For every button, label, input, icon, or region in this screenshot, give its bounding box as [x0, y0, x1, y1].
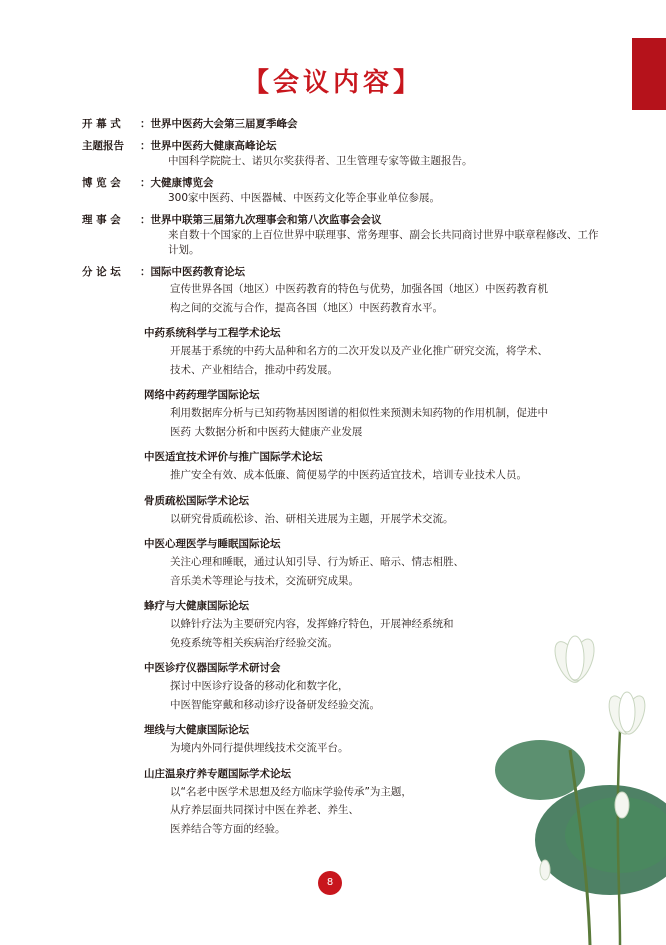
info-separator: ：: [140, 214, 151, 226]
forum-desc-line: 构之间的交流与合作，提高各国（地区）中医药教育水平。: [170, 301, 443, 314]
forum-desc-line: 中医智能穿戴和移动诊疗设备研发经验交流。: [170, 698, 380, 711]
forum-title: 国际中医药教育论坛: [150, 266, 245, 278]
page-title: 【会议内容】: [242, 68, 423, 98]
info-label: 主题报告: [82, 140, 124, 152]
lotus-bud-2: [540, 860, 550, 880]
lotus-bud: [615, 792, 629, 818]
forum-item: [144, 536, 602, 590]
info-value: 大健康博览会: [150, 177, 214, 189]
info-desc: 来自数十个国家的上百位世界中联理事、常务理事、副会长共同商讨世界中联章程修改、工作计划。: [168, 229, 599, 256]
forum-title: 蜂疗与大健康国际论坛: [144, 600, 249, 612]
forum-desc-line: 免疫系统等相关疾病治疗经验交流。: [170, 636, 338, 649]
forum-desc-line: 探讨中医诊疗设备的移动化和数字化，: [170, 680, 349, 692]
info-separator: ：: [140, 140, 151, 152]
info-row: [82, 116, 602, 132]
forum-label: 分 论 坛: [82, 266, 121, 278]
info-value: 世界中医药大会第三届夏季峰会: [150, 118, 298, 130]
forum-desc-line: 音乐美术等理论与技术，交流研究成果。: [170, 574, 359, 587]
page-number: 8: [318, 871, 342, 895]
forum-title: 中医心理医学与睡眠国际论坛: [144, 538, 281, 550]
info-header: [82, 212, 602, 228]
info-label: 开 幕 式: [82, 118, 121, 130]
forum-desc-line: 推广安全有效、成本低廉、简便易学的中医药适宜技术，培训专业技术人员。: [170, 469, 527, 481]
forum-desc-line: 从疗养层面共同探讨中医在养老、养生、: [170, 804, 359, 816]
lotus-flower-2: [605, 692, 650, 737]
info-header: [82, 138, 602, 154]
forum-desc-line: 以“名老中医学术思想及经方临床学验传承”为主题，: [170, 785, 412, 798]
forum-desc-line: 开展基于系统的中药大品种和名方的二次开发以及产业化推广研究交流，将学术、: [170, 345, 548, 357]
info-row: [82, 138, 602, 169]
forum-item: [144, 280, 602, 317]
forum-title: 骨质疏松国际学术论坛: [144, 494, 249, 507]
info-row: [82, 212, 602, 258]
forum-desc-line: 为境内外同行提供埋线技术交流平台。: [170, 742, 349, 754]
info-row: [82, 175, 602, 206]
lotus-illustration: [470, 630, 666, 945]
info-header: [82, 116, 602, 132]
forum-title: 山庄温泉疗养专题国际学术论坛: [144, 767, 291, 780]
forum-separator: ：: [140, 266, 151, 278]
info-separator: ：: [140, 177, 151, 189]
info-separator: ：: [140, 118, 151, 130]
info-value: 世界中联第三届第九次理事会和第八次监事会会议: [150, 214, 382, 226]
info-header: [82, 175, 602, 191]
info-label: 理 事 会: [82, 214, 121, 226]
info-desc: 300家中医药、中医器械、中医药文化等企事业单位参展。: [168, 192, 441, 204]
forum-item: [144, 449, 602, 485]
forum-desc-line: 宣传世界各国（地区）中医药教育的特色与优势，加强各国（地区）中医药教育机: [170, 283, 548, 295]
forum-item: [144, 493, 602, 529]
forum-desc-line: 医药 大数据分析和中医药大健康产业发展: [170, 425, 363, 438]
forum-desc-line: 以研究骨质疏松诊、治、研相关进展为主题，开展学术交流。: [170, 512, 454, 525]
forum-title: 中医诊疗仪器国际学术研讨会: [144, 662, 281, 674]
forum-title: 网络中药药理学国际论坛: [144, 389, 260, 401]
forum-item: [144, 387, 602, 441]
info-label: 博 览 会: [82, 177, 121, 189]
forum-header: [82, 264, 602, 280]
info-desc: 中国科学院院士、诺贝尔奖获得者、卫生管理专家等做主题报告。: [168, 155, 473, 167]
items-list: [82, 116, 602, 258]
forum-desc-line: 医养结合等方面的经验。: [170, 822, 286, 835]
forum-desc-line: 技术、产业相结合，推动中药发展。: [170, 363, 338, 376]
forum-title: 埋线与大健康国际论坛: [144, 724, 249, 736]
forum-desc-line: 以蜂针疗法为主要研究内容，发挥蜂疗特色，开展神经系统和: [170, 618, 454, 630]
forum-title: 中药系统科学与工程学术论坛: [144, 327, 281, 339]
lotus-flower-1: [550, 636, 599, 686]
forum-desc-line: 关注心理和睡眠，通过认知引导、行为矫正、暗示、情志相胜、: [170, 556, 464, 568]
info-value: 世界中医药大健康高峰论坛: [150, 140, 277, 152]
forum-desc-line: 利用数据库分析与已知药物基因图谱的相似性来预测未知药物的作用机制，促进中: [170, 407, 548, 419]
forum-title: 中医适宜技术评价与推广国际学术论坛: [144, 451, 323, 463]
forum-item: [144, 325, 602, 379]
